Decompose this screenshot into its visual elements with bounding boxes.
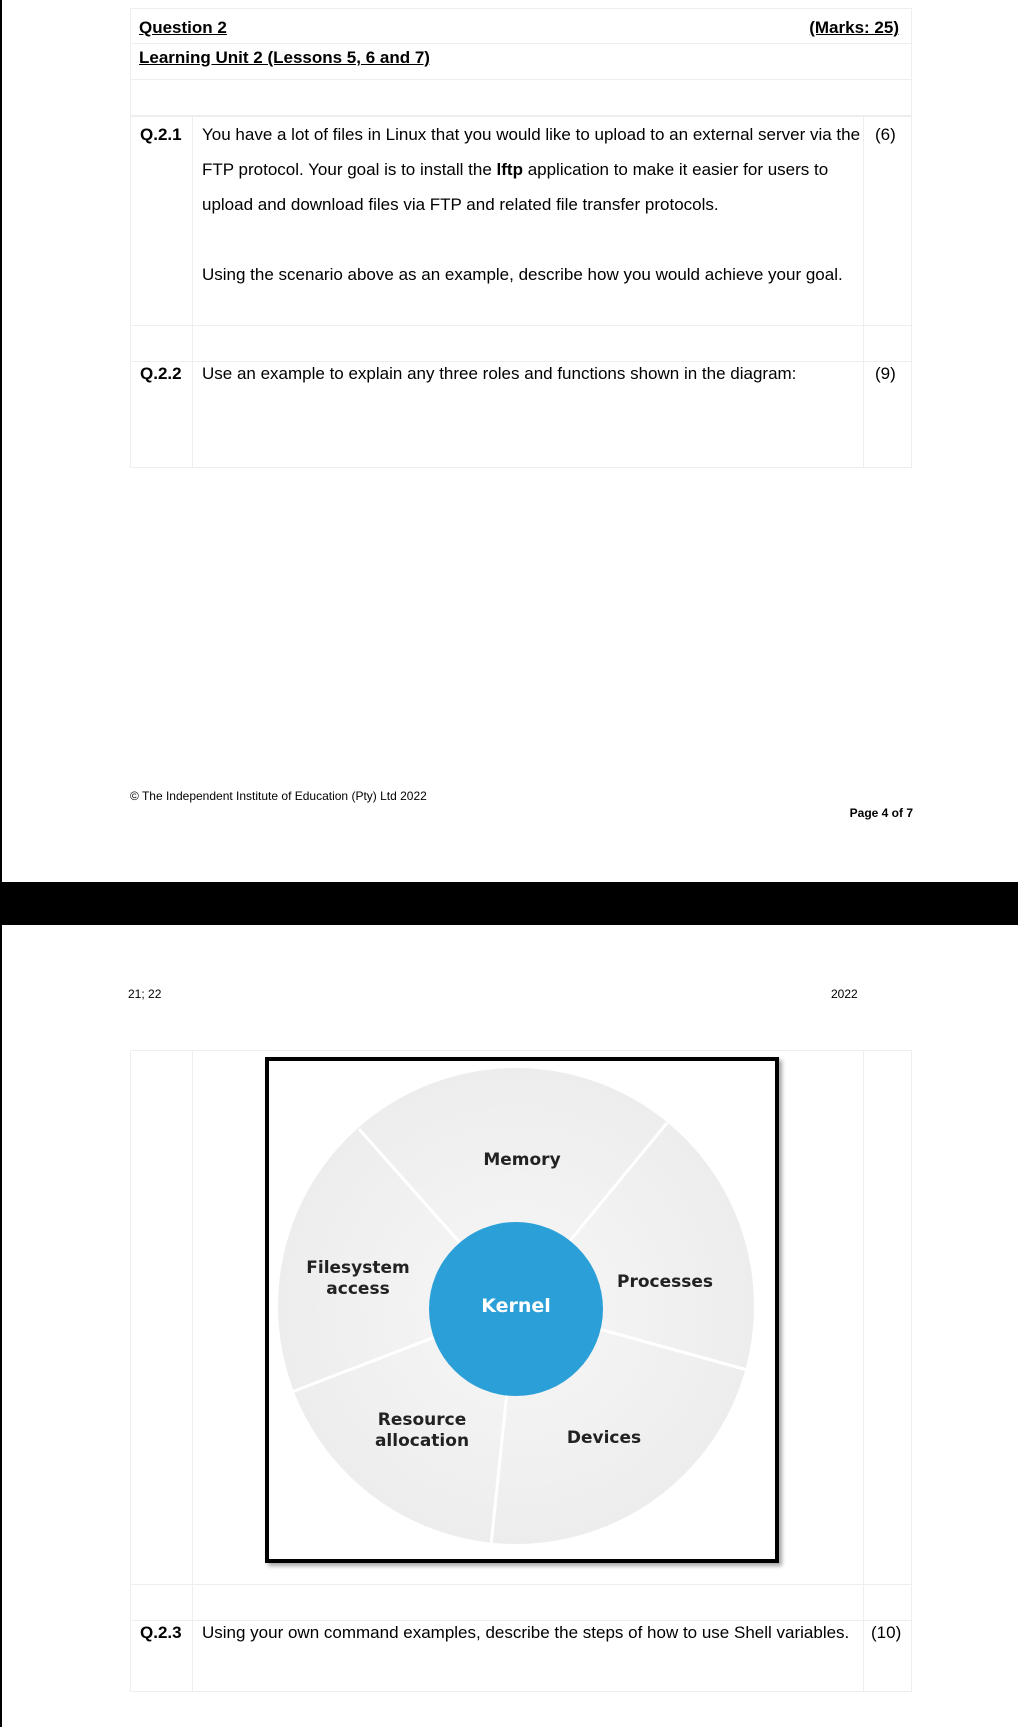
question-marks: (9) [875,364,896,383]
question-paragraph: You have a lot of files in Linux that you would like to upload to an external server via the FTP protocol. Your goal is to install the lftp application to make it easier for users to upload and download files via FTP and related file transfer protocols. [202,125,861,214]
question-paragraph: Using the scenario above as an example, describe how you would achieve your goal. [202,265,843,284]
question-text: Use an example to explain any three roles and functions shown in the diagram: [202,364,797,383]
question-number: Q.2.3 [140,1623,182,1642]
processes-label: Processes [616,1272,713,1292]
question-marks: (10) [871,1623,902,1642]
kernel-label: Kernel [481,1295,551,1317]
question-text [202,117,862,292]
lftp-keyword: lftp [496,160,523,179]
question-2-3-row [130,1621,912,1692]
question-2-2-row [130,362,912,468]
page-header-right: 2022 [831,987,858,1001]
question-number: Q.2.1 [140,125,182,144]
question-2-1-row [130,116,912,326]
memory-label: Memory [483,1150,561,1170]
page-4 [2,0,1018,882]
devices-label: Devices [566,1428,642,1448]
question-marks: (6) [875,125,896,144]
question-number: Q.2.2 [140,364,182,383]
question-text: Using your own command examples, describe the steps of how to use Shell variables. [202,1623,850,1642]
learning-unit-row [130,44,912,80]
filesystem-access-label: Filesystem access [306,1258,410,1299]
question-title: Question 2 [139,18,227,37]
copyright-footer: © The Independent Institute of Education (Pty) Ltd 2022 [130,789,427,803]
spacer-row [130,80,912,116]
question-marks: (Marks: 25) [809,18,899,37]
question-header [130,8,912,44]
page-header-left: 21; 22 [128,987,162,1001]
page-number: Page 4 of 7 [849,806,913,820]
learning-unit-title: Learning Unit 2 (Lessons 5, 6 and 7) [139,48,430,67]
kernel-diagram [265,1057,779,1563]
page-5 [2,925,1018,1727]
resource-allocation-label: Resource allocation [374,1410,470,1451]
